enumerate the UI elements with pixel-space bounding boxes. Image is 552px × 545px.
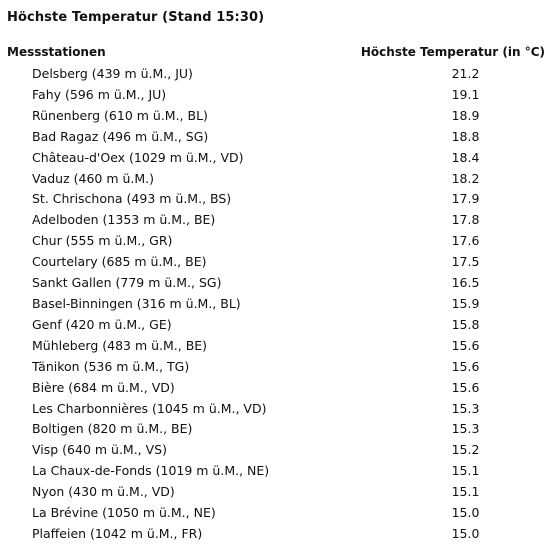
station-name: Basel-Binningen (316 m ü.M., BL) bbox=[32, 295, 241, 311]
table-body bbox=[7, 64, 547, 545]
table-row bbox=[7, 419, 547, 440]
temperature-value: 21.2 bbox=[451, 66, 480, 81]
temperature-value: 15.6 bbox=[451, 358, 480, 374]
table-row bbox=[7, 378, 547, 399]
temperature-value: 19.1 bbox=[451, 86, 480, 102]
temperature-value: 15.8 bbox=[451, 316, 480, 332]
temperature-value: 15.3 bbox=[451, 421, 480, 437]
station-name: Bière (684 m ü.M., VD) bbox=[32, 379, 175, 395]
temperature-value: 18.8 bbox=[451, 128, 480, 144]
station-name: Château-d'Oex (1029 m ü.M., VD) bbox=[32, 149, 244, 165]
table-row bbox=[7, 294, 547, 315]
station-name: La Brévine (1050 m ü.M., NE) bbox=[32, 505, 216, 521]
table-row bbox=[7, 440, 547, 461]
table-row bbox=[7, 357, 547, 378]
temperature-value: 17.9 bbox=[451, 191, 480, 207]
station-name: Tänikon (536 m ü.M., TG) bbox=[32, 358, 190, 374]
station-name: Plaffeien (1042 m ü.M., FR) bbox=[32, 525, 203, 541]
temperature-value: 18.9 bbox=[451, 107, 480, 123]
station-name: Visp (640 m ü.M., VS) bbox=[32, 442, 167, 458]
temperature-value: 15.0 bbox=[451, 505, 480, 521]
station-name: Rünenberg (610 m ü.M., BL) bbox=[32, 107, 208, 123]
table-row bbox=[7, 169, 547, 190]
temperature-value: 15.6 bbox=[451, 379, 480, 395]
temperature-value: 18.2 bbox=[451, 170, 480, 186]
station-name: Mühleberg (483 m ü.M., BE) bbox=[32, 337, 208, 353]
table-row bbox=[7, 399, 547, 420]
table-row bbox=[7, 210, 547, 231]
table-header-row bbox=[7, 43, 547, 64]
station-name: Delsberg (439 m ü.M., JU) bbox=[32, 66, 193, 81]
table-row bbox=[7, 189, 547, 210]
temperature-value: 18.4 bbox=[451, 149, 480, 165]
column-header-station: Messstationen bbox=[7, 44, 106, 59]
temperature-value: 17.8 bbox=[451, 212, 480, 228]
table-row bbox=[7, 461, 547, 482]
table-row bbox=[7, 64, 547, 85]
station-name: Chur (555 m ü.M., GR) bbox=[32, 233, 173, 249]
station-name: Nyon (430 m ü.M., VD) bbox=[32, 484, 175, 500]
temperature-value: 15.1 bbox=[451, 463, 480, 479]
station-name: Fahy (596 m ü.M., JU) bbox=[32, 86, 167, 102]
temperature-value: 15.9 bbox=[451, 295, 480, 311]
station-name: Sankt Gallen (779 m ü.M., SG) bbox=[32, 275, 222, 291]
station-name: St. Chrischona (493 m ü.M., BS) bbox=[32, 191, 232, 207]
table-row bbox=[7, 315, 547, 336]
station-name: Genf (420 m ü.M., GE) bbox=[32, 316, 172, 332]
station-name: Courtelary (685 m ü.M., BE) bbox=[32, 254, 207, 270]
station-name: Vaduz (460 m ü.M.) bbox=[32, 170, 155, 186]
column-header-temperature: Höchste Temperatur (in °C) bbox=[360, 44, 545, 59]
table-row bbox=[7, 231, 547, 252]
temperature-value: 15.3 bbox=[451, 400, 480, 416]
table-row bbox=[7, 252, 547, 273]
table-row bbox=[7, 106, 547, 127]
table-row bbox=[7, 148, 547, 169]
table-row bbox=[7, 336, 547, 357]
temperature-value: 17.6 bbox=[451, 233, 480, 249]
temperature-value: 15.6 bbox=[451, 337, 480, 353]
station-name: Bad Ragaz (496 m ü.M., SG) bbox=[32, 128, 209, 144]
table-row bbox=[7, 524, 547, 545]
temperature-value: 15.2 bbox=[451, 442, 480, 458]
table-row bbox=[7, 127, 547, 148]
table-row bbox=[7, 482, 547, 503]
page-title: Höchste Temperatur (Stand 15:30) bbox=[7, 10, 265, 25]
temperature-value: 17.5 bbox=[451, 254, 480, 270]
temperature-value: 16.5 bbox=[451, 275, 480, 291]
temperature-value: 15.1 bbox=[451, 484, 480, 500]
table-row bbox=[7, 85, 547, 106]
temperature-table bbox=[7, 43, 547, 545]
table-row bbox=[7, 273, 547, 294]
temperature-value: 15.0 bbox=[451, 525, 480, 541]
station-name: Les Charbonnières (1045 m ü.M., VD) bbox=[32, 400, 267, 416]
station-name: Adelboden (1353 m ü.M., BE) bbox=[32, 212, 216, 228]
station-name: La Chaux-de-Fonds (1019 m ü.M., NE) bbox=[32, 463, 270, 479]
station-name: Boltigen (820 m ü.M., BE) bbox=[32, 421, 193, 437]
table-row bbox=[7, 503, 547, 524]
